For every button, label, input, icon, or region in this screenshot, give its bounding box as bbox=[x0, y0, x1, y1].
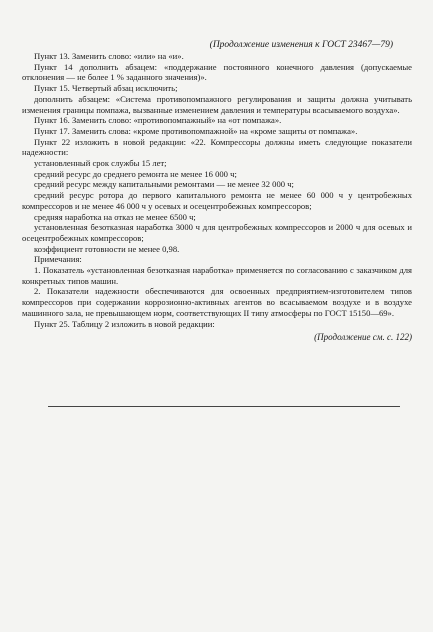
paragraph: средний ресурс между капитальными ремонтами — не менее 32 000 ч; bbox=[34, 179, 294, 190]
page-header: (Продолжение изменения к ГОСТ 23467—79) bbox=[209, 40, 393, 50]
paragraph: Пункт 15. Четвертый абзац исключить; bbox=[34, 83, 178, 94]
paragraph: Пункт 16. Заменить слово: «противопомпажный» на «от помпажа». bbox=[34, 115, 282, 126]
paragraph: 2. Показатели надежности обеспечиваются для освоенных предприятием-изготовителем типов компрессоров при содержании коррозионно-активных агентов во всасываемом воздухе и в воздухе машинного зала, не превышающем норм, соответствующих II типу атмосферы по ГОСТ 15150—69». bbox=[22, 286, 412, 318]
paragraph: Пункт 22 изложить в новой редакции: «22. Компрессоры должны иметь следующие показатели надежности: bbox=[22, 136, 412, 158]
paragraph: 1. Показатель «установленная безотказная наработка» применяется по согласованию с заказчиком для конкретных типов машин. bbox=[22, 265, 412, 286]
paragraph: Примечания: bbox=[34, 254, 82, 265]
paragraph: Пункт 17. Заменить слова: «кроме противопомпажной» на «кроме защиты от помпажа». bbox=[34, 125, 358, 136]
paragraph: установленная безотказная наработка 3000 ч для центробежных компрессоров и 2000 ч для осевых и осецентробежных компрессоров; bbox=[22, 222, 412, 243]
paragraph: средний ресурс до среднего ремонта не менее 16 000 ч; bbox=[34, 168, 237, 179]
paragraph-list bbox=[22, 51, 412, 329]
paragraph: установленный срок службы 15 лет; bbox=[34, 158, 167, 169]
document-body bbox=[22, 51, 412, 343]
horizontal-rule bbox=[48, 406, 400, 407]
paragraph: Пункт 14 дополнить абзацем: «поддержание постоянного конечного давления (допускаемые отклонения — не более 1 % заданного значения)». bbox=[22, 61, 412, 83]
paragraph: Пункт 13. Заменить слово: «или» на «и». bbox=[34, 51, 184, 61]
paragraph: средний ресурс ротора до первого капитального ремонта не менее 60 000 ч у центробежных компрессоров и не менее 46 000 ч у осевых и осецентробежных компрессоров; bbox=[22, 190, 412, 211]
paragraph: Пункт 25. Таблицу 2 изложить в новой редакции: bbox=[34, 318, 215, 329]
paragraph: дополнить абзацем: «Система противопомпажного регулирования и защиты должна учитывать изменения границы помпажа, вызванные изменением давления и температуры всасываемого воздуха». bbox=[22, 93, 412, 115]
paragraph: коэффициент готовности не менее 0,98. bbox=[34, 243, 180, 254]
continuation-note: (Продолжение см. с. 122) bbox=[314, 332, 412, 343]
paragraph: средняя наработка на отказ не менее 6500 ч; bbox=[34, 211, 196, 222]
